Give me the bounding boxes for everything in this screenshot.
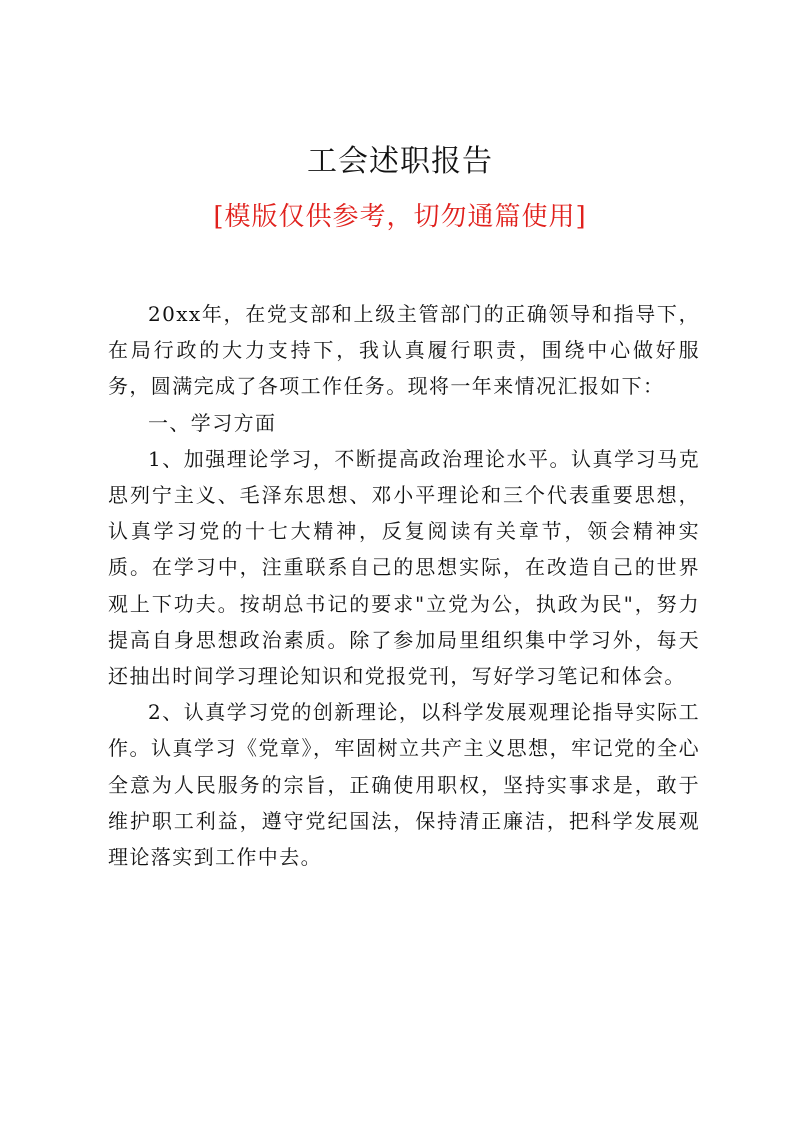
document-title: 工会述职报告 xyxy=(307,144,493,179)
paragraph-item-1: 1、加强理论学习，不断提高政治理论水平。认真学习马克思列宁主义、毛泽东思想、邓小平理论和三个代表重要思想，认真学习党的十七大精神，反复阅读有关章节，领会精神实质。在学习中，注重联系自己的思想实际，在改造自己的世界观上下功夫。按胡总书记的要求"立党为公，执政为民"，努力提高自身思想政治素质。除了参加局里组织集中学习外，每天还抽出时间学习理论知识和党报党刊，写好学习笔记和体会。 xyxy=(108,446,700,689)
document-body xyxy=(108,296,700,875)
paragraph-item-2: 2、认真学习党的创新理论，以科学发展观理论指导实际工作。认真学习《党章》，牢固树立共产主义思想，牢记党的全心全意为人民服务的宗旨，正确使用职权，坚持实事求是，敢于维护职工利益，遵守党纪国法，保持清正廉洁，把科学发展观理论落实到工作中去。 xyxy=(108,700,700,870)
paragraph-intro: 20xx年，在党支部和上级主管部门的正确领导和指导下，在局行政的大力支持下，我认真履行职责，围绕中心做好服务，圆满完成了各项工作任务。现将一年来情况汇报如下： xyxy=(108,302,700,399)
document-subtitle: [模版仅供参考，切勿通篇使用] xyxy=(213,202,587,232)
section-heading-study: 一、学习方面 xyxy=(148,410,277,435)
